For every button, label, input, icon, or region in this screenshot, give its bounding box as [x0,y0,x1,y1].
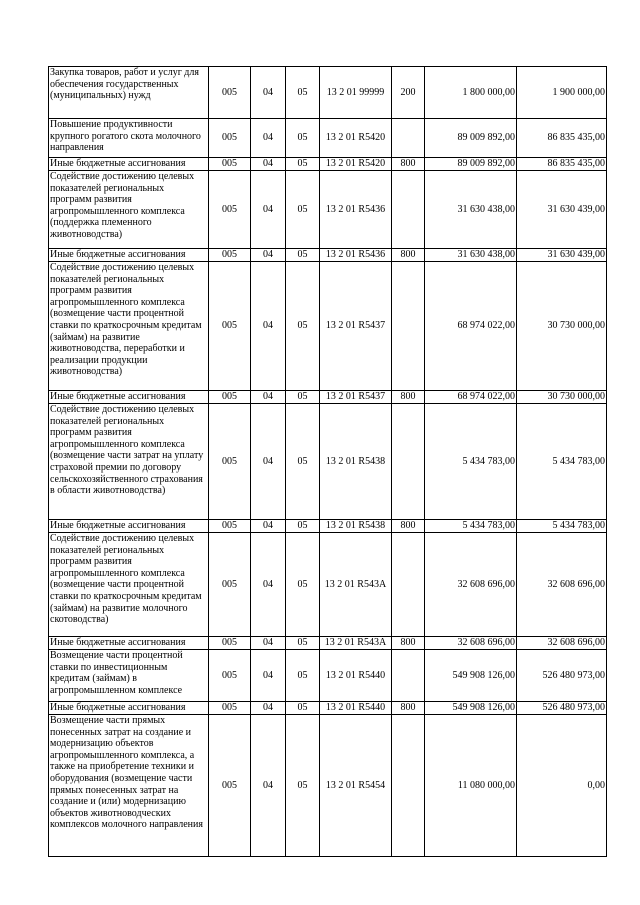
cell-expense-type: 800 [392,391,425,404]
cell-amount-year2: 1 900 000,00 [517,67,607,119]
cell-razdel: 04 [251,171,286,249]
cell-amount-year1: 68 974 022,00 [425,391,517,404]
cell-podrazdel: 05 [286,404,320,520]
table-row [49,391,607,404]
cell-amount-year2: 5 434 783,00 [517,404,607,520]
cell-razdel: 04 [251,533,286,637]
cell-target-article: 13 2 01 R5437 [320,391,392,404]
table-row [49,702,607,715]
cell-podrazdel: 05 [286,119,320,158]
cell-expense-type: 800 [392,158,425,171]
cell-name: Возмещение части прямых понесенных затрат на создание и модернизацию объектов агропромышленного комплекса, а также на приобретение техники и оборудования (возмещение части прямых понесенных затрат на создание и (или) модернизацию объектов животноводческих комплексов молочного направления [49,715,209,857]
cell-amount-year1: 549 908 126,00 [425,650,517,702]
cell-razdel: 04 [251,249,286,262]
cell-razdel: 04 [251,702,286,715]
cell-expense-type: 800 [392,637,425,650]
cell-amount-year2: 30 730 000,00 [517,262,607,391]
cell-target-article: 13 2 01 R5420 [320,119,392,158]
cell-target-article: 13 2 01 99999 [320,67,392,119]
cell-amount-year2: 86 835 435,00 [517,158,607,171]
budget-table [48,66,607,857]
cell-name: Повышение продуктивности крупного рогатого скота молочного направления [49,119,209,158]
cell-razdel: 04 [251,404,286,520]
cell-target-article: 13 2 01 R5437 [320,262,392,391]
cell-name: Закупка товаров, работ и услуг для обеспечения государственных (муниципальных) нужд [49,67,209,119]
cell-grbs: 005 [209,391,251,404]
table-row [49,249,607,262]
cell-grbs: 005 [209,67,251,119]
table-row [49,520,607,533]
cell-expense-type [392,262,425,391]
table-row [49,715,607,857]
cell-name: Содействие достижению целевых показателей региональных программ развития агропромышленного комплекса (возмещение части процентной ставки по краткосрочным кредитам (займам) на развитие молочного скотоводства) [49,533,209,637]
cell-target-article: 13 2 01 R5438 [320,404,392,520]
cell-name: Возмещение части процентной ставки по инвестиционным кредитам (займам) в агропромышленном комплексе [49,650,209,702]
budget-table-body [49,67,607,857]
cell-target-article: 13 2 01 R5436 [320,249,392,262]
table-row [49,119,607,158]
cell-amount-year1: 32 608 696,00 [425,533,517,637]
cell-amount-year1: 89 009 892,00 [425,158,517,171]
cell-expense-type: 200 [392,67,425,119]
cell-amount-year2: 526 480 973,00 [517,702,607,715]
cell-name: Иные бюджетные ассигнования [49,637,209,650]
cell-grbs: 005 [209,262,251,391]
cell-target-article: 13 2 01 R543A [320,637,392,650]
cell-name: Иные бюджетные ассигнования [49,520,209,533]
cell-name: Содействие достижению целевых показателей региональных программ развития агропромышленного комплекса (поддержка племенного животноводства) [49,171,209,249]
cell-name: Содействие достижению целевых показателей региональных программ развития агропромышленного комплекса (возмещение части процентной ставки по краткосрочным кредитам (займам) на развитие животноводства, переработки и реализации продукции животноводства) [49,262,209,391]
table-row [49,158,607,171]
cell-amount-year1: 31 630 438,00 [425,171,517,249]
cell-expense-type: 800 [392,702,425,715]
cell-podrazdel: 05 [286,249,320,262]
cell-target-article: 13 2 01 R5454 [320,715,392,857]
cell-podrazdel: 05 [286,171,320,249]
cell-podrazdel: 05 [286,391,320,404]
cell-target-article: 13 2 01 R543A [320,533,392,637]
cell-target-article: 13 2 01 R5440 [320,650,392,702]
cell-grbs: 005 [209,650,251,702]
cell-name: Содействие достижению целевых показателей региональных программ развития агропромышленного комплекса (возмещение части затрат на уплату страховой премии по договору сельскохозяйственного страхования в области животноводства) [49,404,209,520]
cell-amount-year1: 5 434 783,00 [425,520,517,533]
cell-grbs: 005 [209,533,251,637]
cell-razdel: 04 [251,158,286,171]
cell-expense-type [392,119,425,158]
table-row [49,637,607,650]
cell-expense-type: 800 [392,520,425,533]
cell-name: Иные бюджетные ассигнования [49,249,209,262]
cell-podrazdel: 05 [286,520,320,533]
cell-name: Иные бюджетные ассигнования [49,702,209,715]
cell-podrazdel: 05 [286,262,320,391]
cell-grbs: 005 [209,637,251,650]
cell-razdel: 04 [251,520,286,533]
cell-amount-year1: 68 974 022,00 [425,262,517,391]
cell-amount-year2: 5 434 783,00 [517,520,607,533]
cell-amount-year2: 0,00 [517,715,607,857]
cell-amount-year1: 1 800 000,00 [425,67,517,119]
cell-razdel: 04 [251,650,286,702]
table-row [49,67,607,119]
cell-amount-year1: 89 009 892,00 [425,119,517,158]
cell-podrazdel: 05 [286,650,320,702]
cell-expense-type [392,650,425,702]
cell-podrazdel: 05 [286,533,320,637]
cell-podrazdel: 05 [286,158,320,171]
cell-grbs: 005 [209,702,251,715]
cell-amount-year2: 31 630 439,00 [517,249,607,262]
cell-grbs: 005 [209,158,251,171]
cell-razdel: 04 [251,119,286,158]
cell-razdel: 04 [251,715,286,857]
cell-grbs: 005 [209,520,251,533]
cell-grbs: 005 [209,119,251,158]
cell-amount-year2: 32 608 696,00 [517,637,607,650]
cell-podrazdel: 05 [286,702,320,715]
cell-target-article: 13 2 01 R5420 [320,158,392,171]
cell-amount-year2: 526 480 973,00 [517,650,607,702]
cell-amount-year2: 86 835 435,00 [517,119,607,158]
cell-razdel: 04 [251,67,286,119]
cell-target-article: 13 2 01 R5440 [320,702,392,715]
cell-expense-type [392,404,425,520]
cell-amount-year1: 5 434 783,00 [425,404,517,520]
cell-expense-type: 800 [392,249,425,262]
cell-razdel: 04 [251,262,286,391]
cell-podrazdel: 05 [286,715,320,857]
table-row [49,404,607,520]
table-row [49,650,607,702]
cell-grbs: 005 [209,404,251,520]
cell-amount-year1: 549 908 126,00 [425,702,517,715]
cell-name: Иные бюджетные ассигнования [49,391,209,404]
cell-podrazdel: 05 [286,637,320,650]
cell-amount-year1: 31 630 438,00 [425,249,517,262]
table-row [49,171,607,249]
cell-amount-year1: 11 080 000,00 [425,715,517,857]
cell-razdel: 04 [251,637,286,650]
cell-razdel: 04 [251,391,286,404]
cell-target-article: 13 2 01 R5436 [320,171,392,249]
cell-amount-year2: 31 630 439,00 [517,171,607,249]
cell-target-article: 13 2 01 R5438 [320,520,392,533]
cell-podrazdel: 05 [286,67,320,119]
cell-expense-type [392,533,425,637]
table-row [49,262,607,391]
cell-amount-year2: 32 608 696,00 [517,533,607,637]
cell-amount-year1: 32 608 696,00 [425,637,517,650]
cell-grbs: 005 [209,249,251,262]
cell-expense-type [392,715,425,857]
cell-grbs: 005 [209,715,251,857]
cell-expense-type [392,171,425,249]
cell-name: Иные бюджетные ассигнования [49,158,209,171]
table-row [49,533,607,637]
cell-amount-year2: 30 730 000,00 [517,391,607,404]
cell-grbs: 005 [209,171,251,249]
